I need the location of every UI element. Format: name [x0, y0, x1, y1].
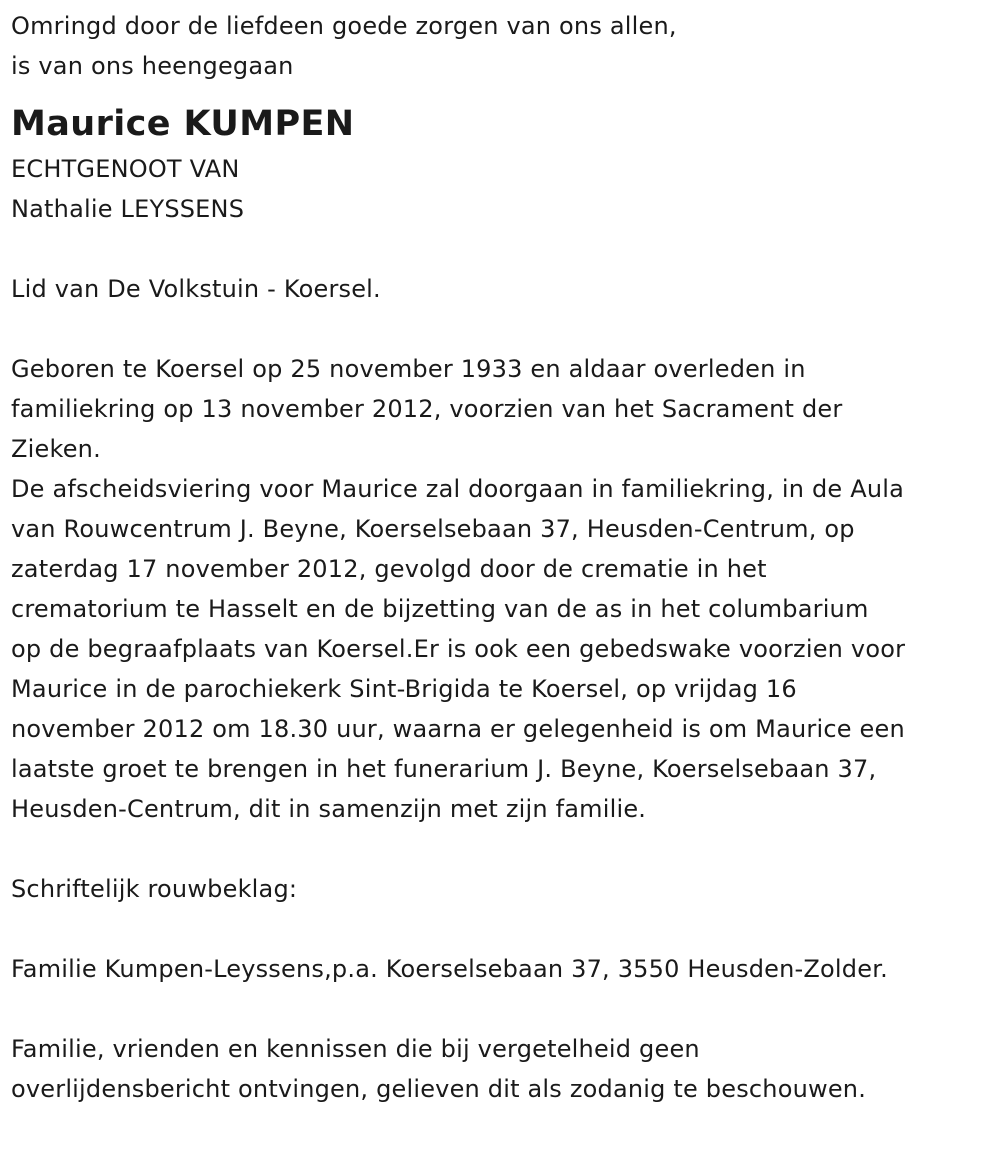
details-line: november 2012 om 18.30 uur, waarna er gelegenheid is om Maurice een — [11, 715, 905, 743]
closing-text — [11, 1029, 991, 1109]
details-line: laatste groet te brengen in het funerarium J. Beyne, Koerselsebaan 37, — [11, 755, 877, 783]
details-paragraph — [11, 349, 991, 829]
closing-line: Familie, vrienden en kennissen die bij vergetelheid geen — [11, 1035, 700, 1063]
details-line: De afscheidsviering voor Maurice zal doorgaan in familiekring, in de Aula — [11, 475, 905, 503]
closing-line: overlijdensbericht ontvingen, gelieven dit als zodanig te beschouwen. — [11, 1075, 867, 1103]
intro-line: Omringd door de liefdeen goede zorgen van ons allen, — [11, 12, 677, 40]
details-line: Geboren te Koersel op 25 november 1933 en aldaar overleden in — [11, 355, 806, 383]
intro-line: is van ons heengegaan — [11, 52, 294, 80]
spacer — [11, 309, 991, 349]
details-line: zaterdag 17 november 2012, gevolgd door de crematie in het — [11, 555, 767, 583]
spouse-info — [11, 149, 991, 229]
deceased-name: Maurice KUMPEN — [11, 104, 355, 144]
intro-text — [11, 6, 991, 86]
spacer — [11, 989, 991, 1029]
membership-text: Lid van De Volkstuin - Koersel. — [11, 275, 381, 303]
condolence-heading: Schriftelijk rouwbeklag: — [11, 875, 298, 903]
details-line: van Rouwcentrum J. Beyne, Koerselsebaan 37, Heusden-Centrum, op — [11, 515, 855, 543]
details-line: op de begraafplaats van Koersel.Er is ook een gebedswake voorzien voor — [11, 635, 906, 663]
spacer — [11, 909, 991, 949]
details-line: crematorium te Hasselt en de bijzetting van de as in het columbarium — [11, 595, 869, 623]
details-line: Heusden-Centrum, dit in samenzijn met zijn familie. — [11, 795, 647, 823]
details-line: Maurice in de parochiekerk Sint-Brigida te Koersel, op vrijdag 16 — [11, 675, 797, 703]
spacer — [11, 229, 991, 269]
details-line: Zieken. — [11, 435, 101, 463]
spouse-relation: ECHTGENOOT VAN — [11, 155, 240, 183]
condolence-address: Familie Kumpen-Leyssens,p.a. Koerselsebaan 37, 3550 Heusden-Zolder. — [11, 955, 888, 983]
spacer — [11, 829, 991, 869]
obituary-notice — [11, 6, 991, 1109]
details-line: familiekring op 13 november 2012, voorzien van het Sacrament der — [11, 395, 843, 423]
spouse-name: Nathalie LEYSSENS — [11, 195, 245, 223]
